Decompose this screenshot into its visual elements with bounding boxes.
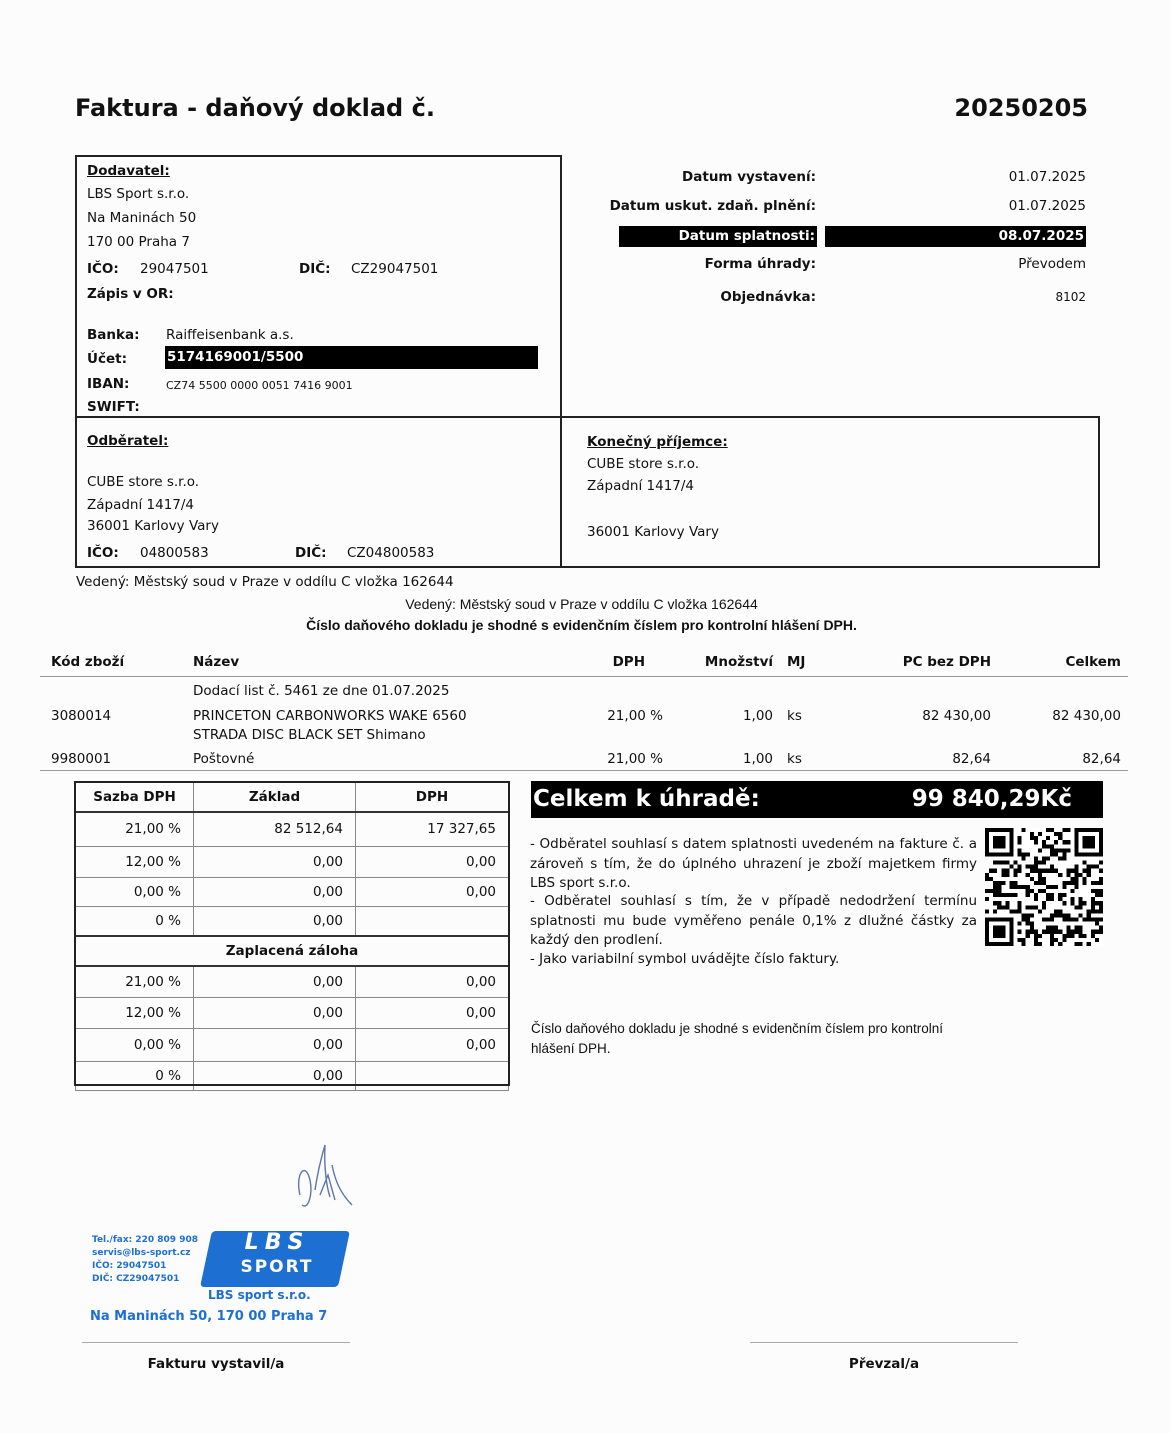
supplier-ico: 29047501 <box>140 261 209 277</box>
total-due-label: Celkem k úhradě: <box>533 786 760 812</box>
vat-rate-header: Sazba DPH <box>76 783 194 813</box>
recipient-heading: Konečný příjemce: <box>587 434 728 450</box>
supplier-ico-label: IČO: <box>87 261 119 277</box>
col-code-header: Kód zboží <box>51 654 125 670</box>
recipient-street: Západní 1417/4 <box>587 478 695 494</box>
supplier-zapis-label: Zápis v OR: <box>87 286 174 302</box>
col-name-header: Název <box>193 654 240 670</box>
col-vat-header: DPH <box>612 654 645 670</box>
item-vat: 21,00 % <box>607 751 663 767</box>
item-unit: ks <box>787 708 802 724</box>
advance-rate: 0 % <box>76 1062 194 1091</box>
customer-name: CUBE store s.r.o. <box>87 474 200 490</box>
supplier-heading: Dodavatel: <box>87 163 170 179</box>
vat-number-note: Číslo daňového dokladu je shodné s evidenčním číslem pro kontrolní hlášení DPH. <box>306 617 857 633</box>
supplier-dic: CZ29047501 <box>351 261 439 277</box>
registry-note: Vedený: Městský soud v Praze v oddílu C vložka 162644 <box>76 574 454 590</box>
advance-rate: 12,00 % <box>76 998 194 1029</box>
terms-paragraph: - Odběratel souhlasí s datem splatnosti uvedeném na fakture č. a zároveň s tím, že do úplného uhrazení je zboží majetkem firmy LBS sport s.r.o. <box>530 836 977 891</box>
advance-vat: 0,00 <box>356 966 509 998</box>
item-name-cont: STRADA DISC BLACK SET Shimano <box>193 727 426 743</box>
item-unit: ks <box>787 751 802 767</box>
col-total-header: Celkem <box>1065 654 1121 670</box>
issued-by-label: Fakturu vystavil/a <box>147 1356 285 1372</box>
signature-icon <box>280 1135 370 1220</box>
invoice-title: Faktura - daňový doklad č. <box>75 94 435 122</box>
invoice-number: 20250205 <box>954 94 1088 122</box>
col-qty-header: Množství <box>704 654 773 670</box>
stamp-ico: IČO: 29047501 <box>92 1261 167 1271</box>
stamp-address: Na Maninách 50, 170 00 Praha 7 <box>90 1309 328 1324</box>
vat-summary-table <box>75 782 509 1091</box>
vat-number-note-bottom: Číslo daňového dokladu je shodné s evidenčním číslem pro kontrolní hlášení DPH. <box>531 1021 943 1056</box>
item-vat: 21,00 % <box>607 708 663 724</box>
customer-street: Západní 1417/4 <box>87 497 195 513</box>
advance-paid-label: Zaplacená záloha <box>76 936 509 966</box>
taxable-date-label: Datum uskut. zdaň. plnění: <box>609 198 816 214</box>
supplier-swift-label: SWIFT: <box>87 399 140 415</box>
customer-heading: Odběratel: <box>87 433 169 449</box>
taxable-date: 01.07.2025 <box>1008 198 1086 214</box>
vat-rate: 21,00 % <box>76 812 194 846</box>
registry-note-center: Vedený: Městský soud v Praze v oddílu C vložka 162644 <box>405 596 758 612</box>
item-name: PRINCETON CARBONWORKS WAKE 6560 <box>193 708 467 724</box>
supplier-bank-label: Banka: <box>87 327 140 343</box>
vat-base: 0,00 <box>194 906 356 936</box>
stamp-logo-bottom: SPORT <box>240 1257 314 1277</box>
supplier-account-label: Účet: <box>87 351 127 367</box>
advance-base: 0,00 <box>194 1062 356 1091</box>
supplier-iban: CZ74 5500 0000 0051 7416 9001 <box>166 379 353 392</box>
vat-amount: 0,00 <box>356 846 509 877</box>
advance-base: 0,00 <box>194 1029 356 1062</box>
qr-code-icon <box>985 828 1103 946</box>
received-by-label: Převzal/a <box>848 1356 920 1372</box>
vat-base-header: Základ <box>194 783 356 813</box>
advance-vat: 0,00 <box>356 998 509 1029</box>
receiver-signature-line <box>750 1342 1018 1343</box>
advance-vat: 0,00 <box>356 1029 509 1062</box>
advance-base: 0,00 <box>194 998 356 1029</box>
supplier-account: 5174169001/5500 <box>165 346 538 369</box>
supplier-bank: Raiffeisenbank a.s. <box>166 327 294 343</box>
payment-label: Forma úhrady: <box>704 256 816 272</box>
delivery-note: Dodací list č. 5461 ze dne 01.07.2025 <box>193 683 450 699</box>
item-total: 82,64 <box>1082 751 1121 767</box>
vat-base: 0,00 <box>194 877 356 906</box>
stamp-logo-top: LBS <box>244 1230 310 1255</box>
recipient-city: 36001 Karlovy Vary <box>587 524 719 540</box>
vat-rate: 0 % <box>76 906 194 936</box>
advance-rate: 21,00 % <box>76 966 194 998</box>
stamp-tel: Tel./fax: 220 809 908 <box>92 1235 198 1245</box>
customer-dic: CZ04800583 <box>347 545 435 561</box>
issuer-signature-line <box>82 1342 350 1343</box>
recipient-name: CUBE store s.r.o. <box>587 456 700 472</box>
vat-amount: 17 327,65 <box>356 812 509 846</box>
item-price: 82 430,00 <box>922 708 991 724</box>
supplier-iban-label: IBAN: <box>87 376 130 392</box>
col-price-header: PC bez DPH <box>902 654 991 670</box>
customer-dic-label: DIČ: <box>295 545 327 561</box>
stamp-email: servis@lbs-sport.cz <box>92 1248 191 1258</box>
issued-date-label: Datum vystavení: <box>682 169 816 185</box>
customer-ico: 04800583 <box>140 545 209 561</box>
customer-city: 36001 Karlovy Vary <box>87 518 219 534</box>
item-qty: 1,00 <box>742 751 773 767</box>
item-name: Poštovné <box>193 751 255 767</box>
supplier-dic-label: DIČ: <box>299 261 331 277</box>
item-total: 82 430,00 <box>1052 708 1121 724</box>
supplier-city: 170 00 Praha 7 <box>87 234 190 250</box>
items-footer-line <box>40 770 1128 771</box>
items-header-line <box>40 676 1128 677</box>
payment-method: Převodem <box>1018 256 1086 272</box>
supplier-name: LBS Sport s.r.o. <box>87 186 190 202</box>
vat-amount <box>356 906 509 936</box>
supplier-street: Na Maninách 50 <box>87 210 197 226</box>
advance-base: 0,00 <box>194 966 356 998</box>
item-qty: 1,00 <box>742 708 773 724</box>
customer-ico-label: IČO: <box>87 545 119 561</box>
terms-paragraph: - Odběratel souhlasí s tím, že v případě nedodržení termínu splatnosti mu bude vyměřeno penále 0,1% z dlužné částky za každý den prodlení. <box>530 893 977 948</box>
vat-base: 82 512,64 <box>194 812 356 846</box>
advance-rate: 0,00 % <box>76 1029 194 1062</box>
vat-rate: 12,00 % <box>76 846 194 877</box>
company-stamp <box>88 1225 368 1330</box>
terms-paragraph: - Jako variabilní symbol uvádějte číslo faktury. <box>530 951 840 967</box>
vat-rate: 0,00 % <box>76 877 194 906</box>
item-code: 9980001 <box>51 751 112 767</box>
issued-date: 01.07.2025 <box>1008 169 1086 185</box>
stamp-dic: DIČ: CZ29047501 <box>92 1274 180 1284</box>
due-date: 08.07.2025 <box>825 226 1086 247</box>
total-due-amount: 99 840,29Kč <box>911 786 1072 812</box>
advance-vat <box>356 1062 509 1091</box>
vat-base: 0,00 <box>194 846 356 877</box>
vat-amount-header: DPH <box>356 783 509 813</box>
order-label: Objednávka: <box>720 289 816 305</box>
due-date-label: Datum splatnosti: <box>619 226 817 247</box>
item-code: 3080014 <box>51 708 112 724</box>
col-unit-header: MJ <box>787 654 806 670</box>
vat-amount: 0,00 <box>356 877 509 906</box>
stamp-company: LBS sport s.r.o. <box>208 1288 311 1302</box>
item-price: 82,64 <box>952 751 991 767</box>
order-number: 8102 <box>1055 290 1086 304</box>
